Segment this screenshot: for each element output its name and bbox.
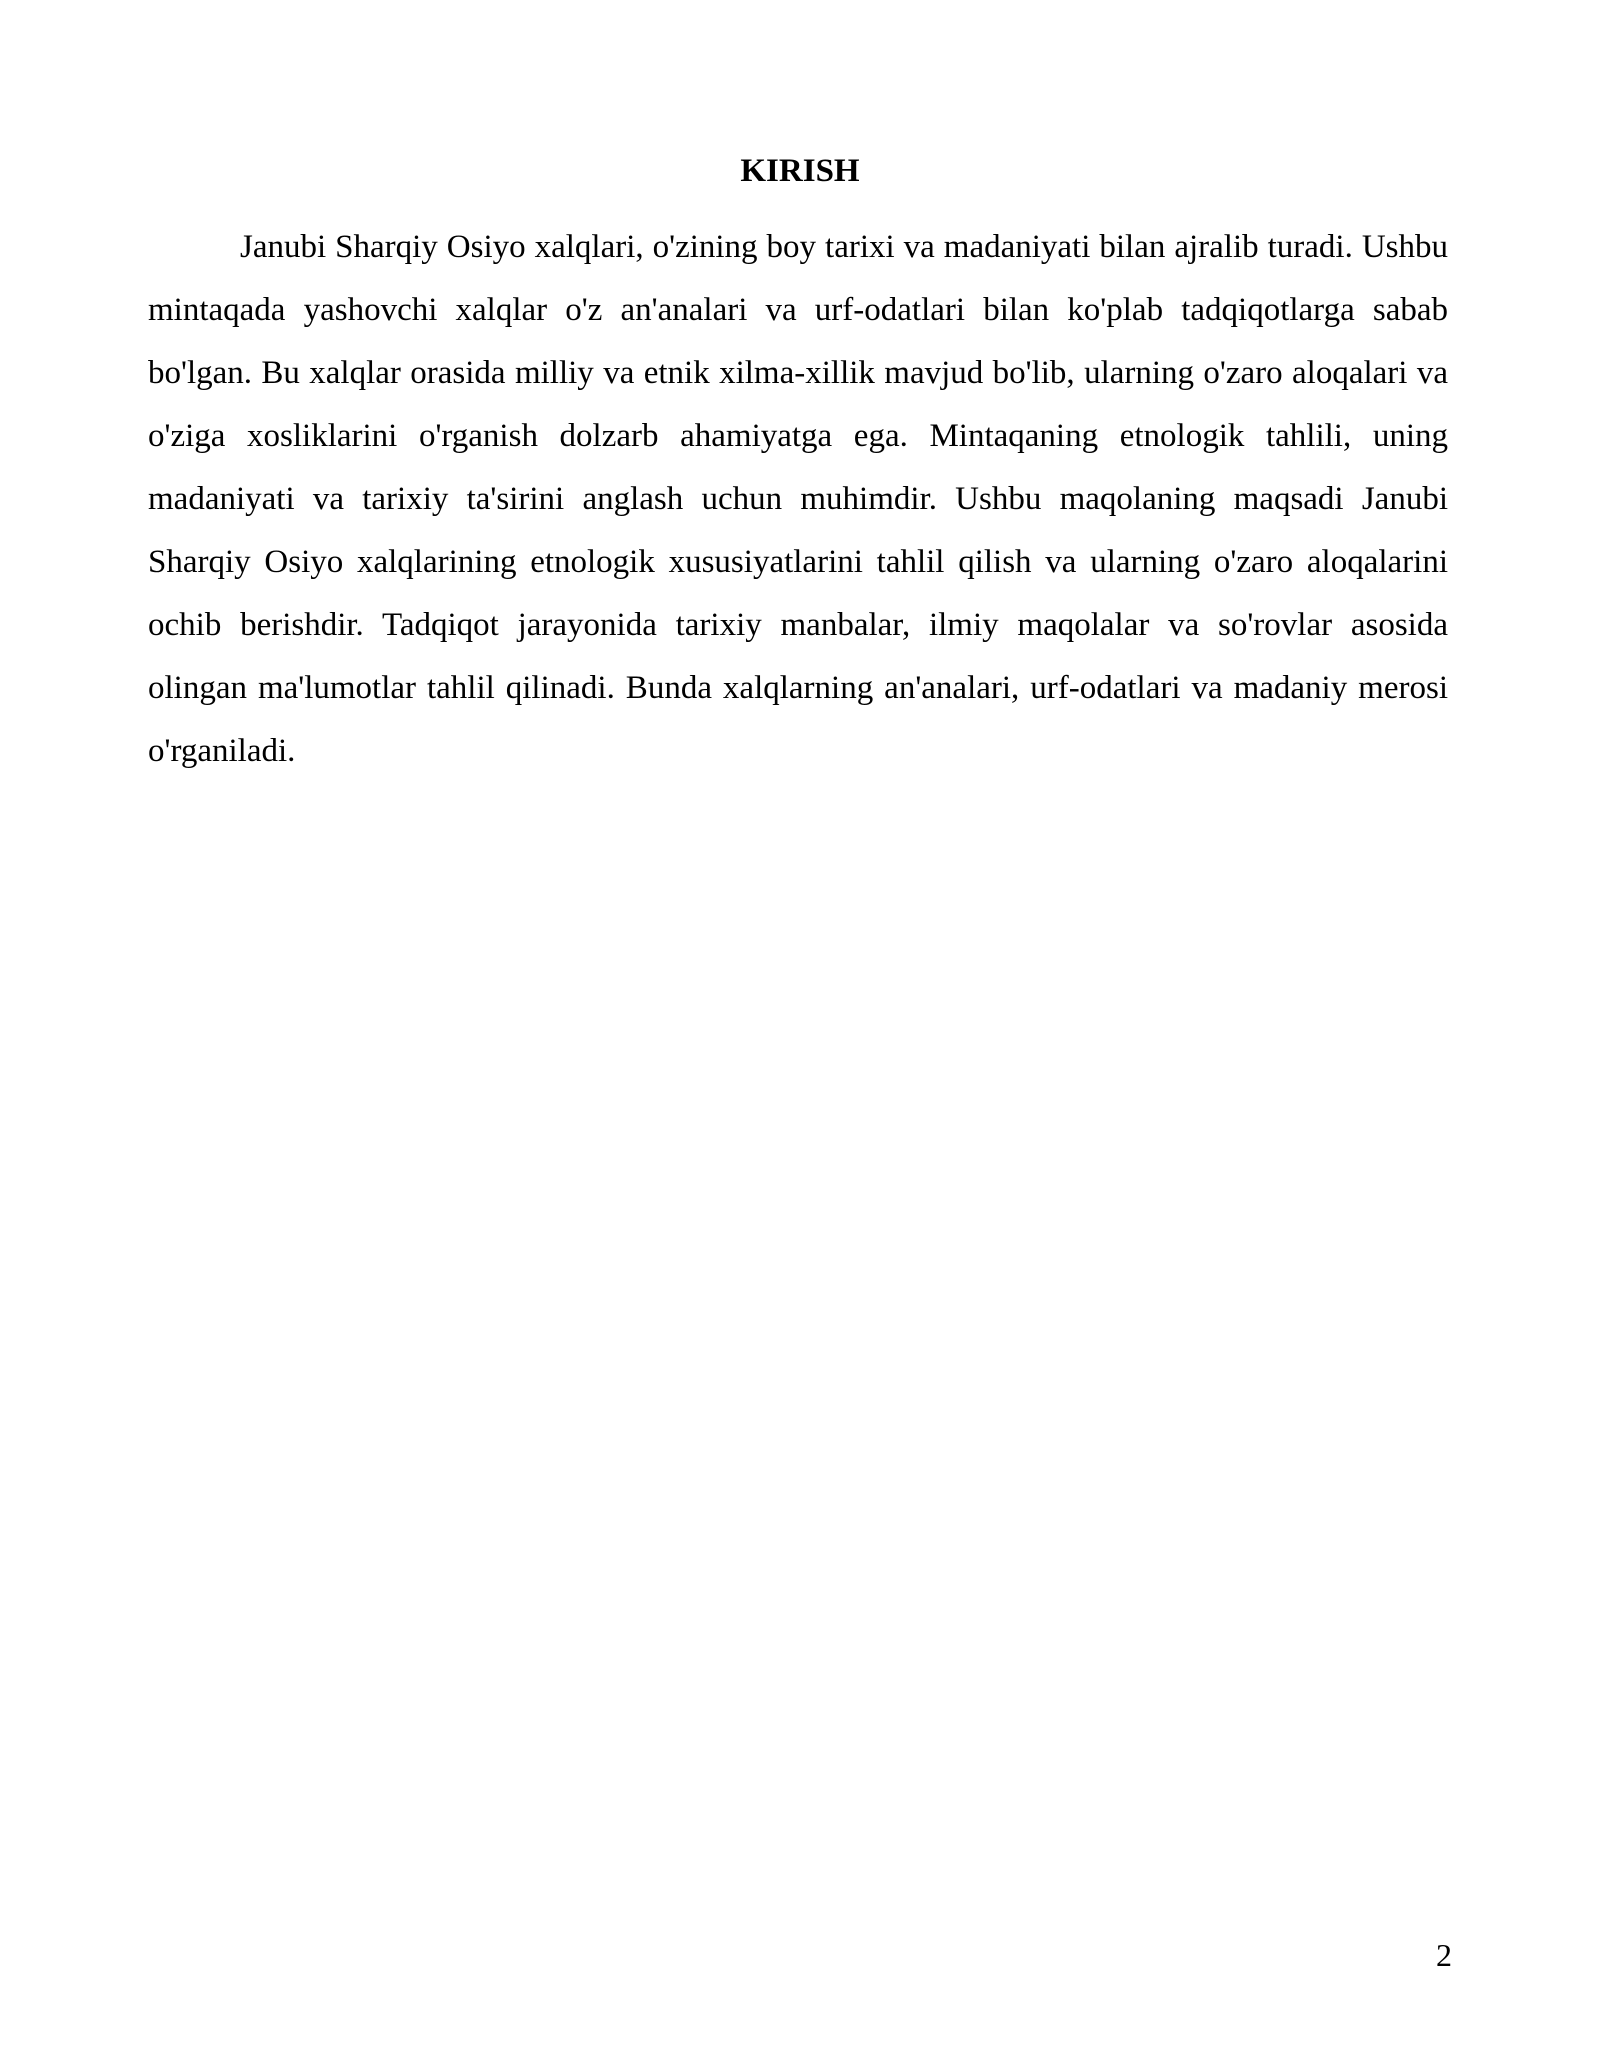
section-heading: KIRISH bbox=[740, 153, 860, 189]
intro-paragraph: Janubi Sharqiy Osiyo xalqlari, o'zining boy tarixi va madaniyati bilan ajralib turadi. Ushbu mintaqada yashovchi xalqlar o'z an'analari va urf-odatlari bilan ko'plab tadqiqotlarga sabab bo'lgan. Bu xalqlar orasida milliy va etnik xilma-xillik mavjud bo'lib, ularning o'zaro aloqalari va o'ziga xosliklarini o'rganish dolzarb ahamiyatga ega. Mintaqaning etnologik tahlili, uning madaniyati va tarixiy ta'sirini anglash uchun muhimdir. Ushbu maqolaning maqsadi Janubi Sharqiy Osiyo xalqlarining etnologik xususiyatlarini tahlil qilish va ularning o'zaro aloqalarini ochib berishdir. Tadqiqot jarayonida tarixiy manbalar, ilmiy maqolalar va so'rovlar asosida olingan ma'lumotlar tahlil qilinadi. Bunda xalqlarning an'analari, urf-odatlari va madaniy merosi o'rganiladi. bbox=[148, 229, 1448, 769]
page-number: 2 bbox=[1436, 1937, 1452, 1973]
